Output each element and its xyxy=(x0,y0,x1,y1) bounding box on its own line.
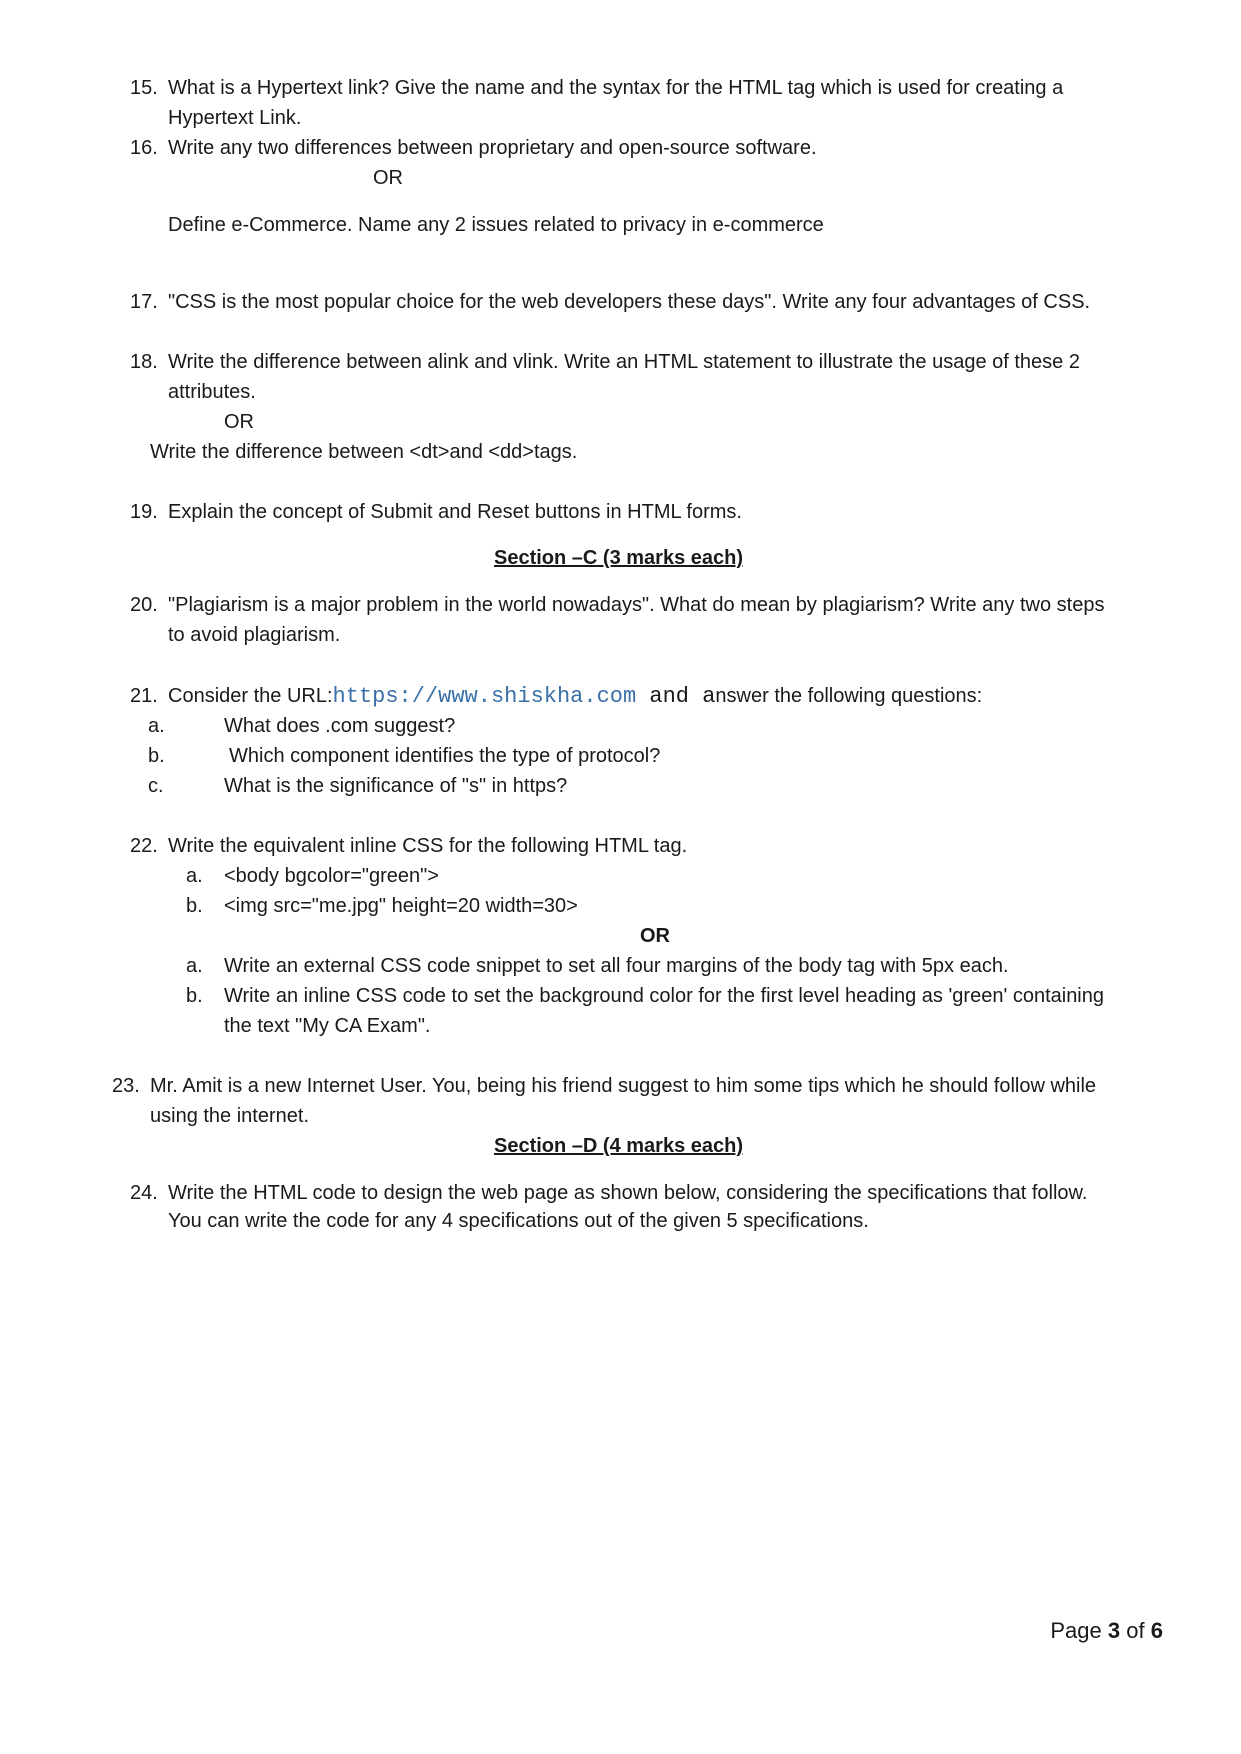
question-number: 22. xyxy=(130,835,158,857)
question-18-alt: Write the difference between <dt>and <dd>tags. xyxy=(150,441,578,463)
url-link[interactable]: https://www.shiskha.com xyxy=(332,684,637,709)
question-21-suffix: nswer the following questions: xyxy=(715,685,983,707)
part-label: a. xyxy=(186,865,203,887)
question-number: 23. xyxy=(112,1075,140,1097)
page-number: 3 xyxy=(1107,1618,1121,1643)
question-number: 24. xyxy=(130,1182,158,1204)
question-18-line2: attributes. xyxy=(168,381,256,403)
page-footer xyxy=(1050,1618,1163,1644)
part-label: c. xyxy=(148,775,164,797)
question-number: 20. xyxy=(130,594,158,616)
question-18-or: OR xyxy=(224,411,254,433)
question-20-line2: to avoid plagiarism. xyxy=(168,624,341,646)
part-label: a. xyxy=(186,955,203,977)
section-c-heading: Section –C (3 marks each) xyxy=(494,547,743,569)
question-21-mid: and a xyxy=(636,684,716,709)
page-label: Page xyxy=(1050,1618,1102,1643)
question-number: 16. xyxy=(130,137,158,159)
page-total: 6 xyxy=(1150,1618,1163,1643)
question-22-part-b: <img src="me.jpg" height=20 width=30> xyxy=(224,895,578,917)
question-24-line1: Write the HTML code to design the web page as shown below, considering the specifications that follow. xyxy=(168,1182,1088,1204)
question-15-line2: Hypertext Link. xyxy=(168,107,302,129)
question-number: 19. xyxy=(130,501,158,523)
question-21-text xyxy=(168,684,982,709)
question-21-prefix: Consider the URL: xyxy=(168,685,333,707)
part-label: b. xyxy=(148,745,165,767)
question-number: 21. xyxy=(130,685,158,707)
part-label: a. xyxy=(148,715,165,737)
question-22-text: Write the equivalent inline CSS for the following HTML tag. xyxy=(168,835,688,857)
question-22-part-a: <body bgcolor="green"> xyxy=(224,865,439,887)
part-label: b. xyxy=(186,985,203,1007)
question-23-line1: Mr. Amit is a new Internet User. You, being his friend suggest to him some tips which he should follow while xyxy=(150,1075,1097,1097)
question-21-part-a: What does .com suggest? xyxy=(224,715,456,737)
question-16-or: OR xyxy=(373,167,403,189)
question-22-alt-a: Write an external CSS code snippet to set all four margins of the body tag with 5px each. xyxy=(224,955,1009,977)
question-number: 17. xyxy=(130,291,158,313)
section-d-heading: Section –D (4 marks each) xyxy=(494,1135,743,1157)
question-22-or: OR xyxy=(640,925,670,947)
part-label: b. xyxy=(186,895,203,917)
question-21-part-c: What is the significance of "s" in https? xyxy=(224,775,568,797)
question-19-text: Explain the concept of Submit and Reset buttons in HTML forms. xyxy=(168,501,742,523)
question-21-part-b: Which component identifies the type of protocol? xyxy=(229,745,661,767)
question-17-text: "CSS is the most popular choice for the web developers these days". Write any four advantages of CSS. xyxy=(168,291,1091,313)
question-18-line1: Write the difference between alink and vlink. Write an HTML statement to illustrate the usage of these 2 xyxy=(168,351,1080,373)
of-label: of xyxy=(1126,1618,1145,1643)
question-number: 18. xyxy=(130,351,158,373)
question-22-alt-b-line2: the text "My CA Exam". xyxy=(224,1015,431,1037)
question-15-line1: What is a Hypertext link? Give the name and the syntax for the HTML tag which is used for creating a xyxy=(168,77,1064,99)
question-16-text: Write any two differences between proprietary and open-source software. xyxy=(168,137,817,159)
question-number: 15. xyxy=(130,77,158,99)
question-20-line1: "Plagiarism is a major problem in the world nowadays". What do mean by plagiarism? Write any two steps xyxy=(168,594,1105,616)
question-23-line2: using the internet. xyxy=(150,1105,309,1127)
question-16-alt: Define e-Commerce. Name any 2 issues related to privacy in e-commerce xyxy=(168,214,824,236)
question-22-alt-b-line1: Write an inline CSS code to set the background color for the first level heading as 'green' containing xyxy=(224,985,1104,1007)
question-24-line2: You can write the code for any 4 specifications out of the given 5 specifications. xyxy=(168,1210,869,1232)
